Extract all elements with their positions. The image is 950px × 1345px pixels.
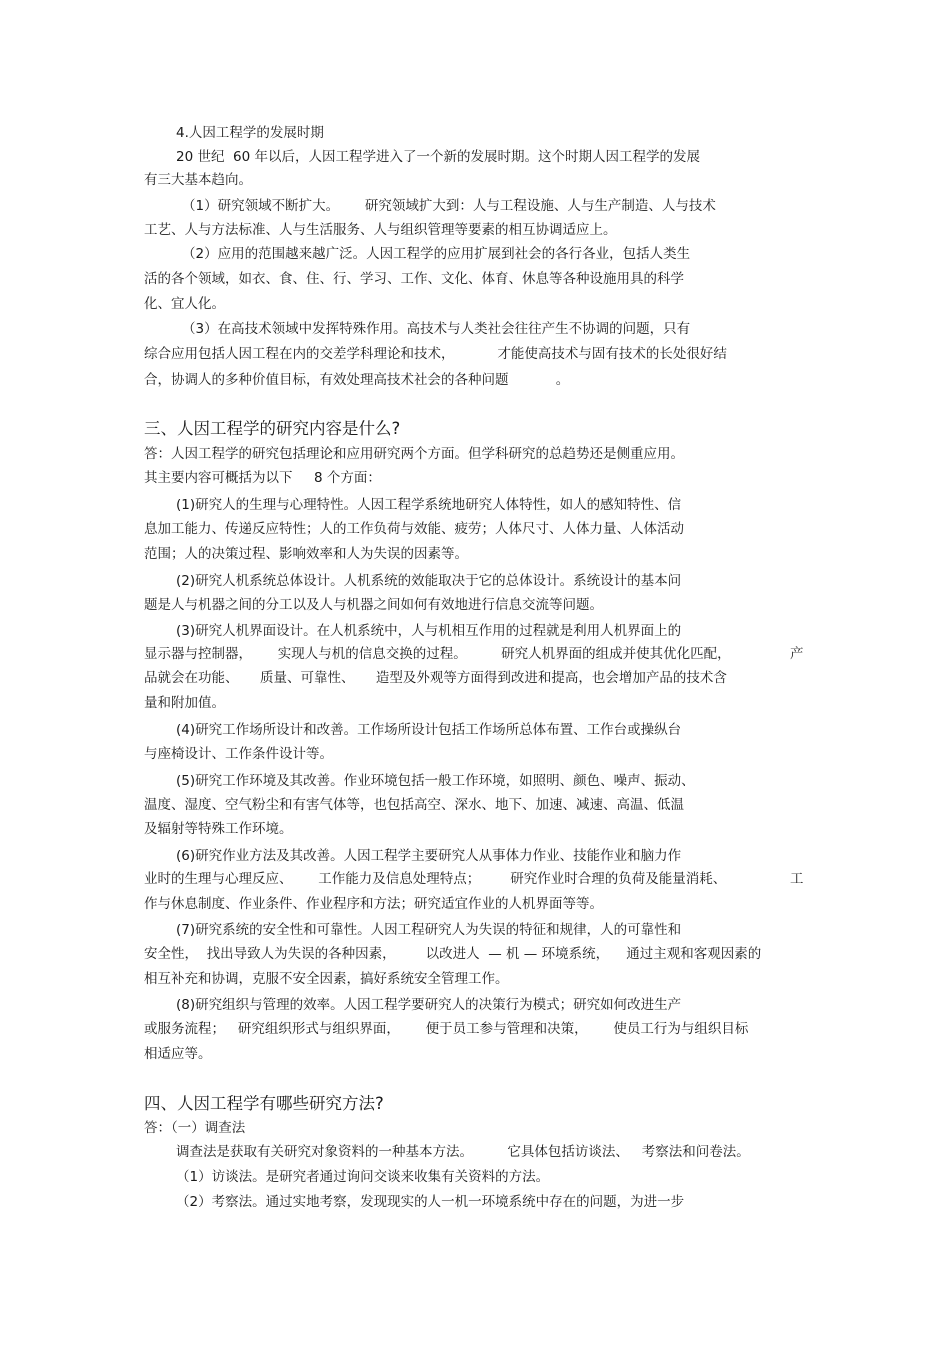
section-heading: 四、人因工程学有哪些研究方法?	[144, 1094, 384, 1113]
paragraph-line: 化、宜人化。	[144, 296, 225, 312]
paragraph-line: 有三大基本趋向。	[144, 172, 252, 188]
paragraph-line: 调查法是获取有关研究对象资料的一种基本方法。 它具体包括访谈法、 考察法和问卷法。	[176, 1144, 750, 1160]
paragraph-line: 业时的生理与心理反应、 工作能力及信息处理特点； 研究作业时合理的负荷及能量消耗、	[144, 871, 727, 887]
paragraph-line: （3）在高技术领域中发挥特殊作用。高技术与人类社会往往产生不协调的问题，只有	[182, 321, 691, 337]
paragraph-line: 显示器与控制器， 实现人与机的信息交换的过程。 研究人机界面的组成并使其优化匹配，	[144, 646, 731, 662]
paragraph-line: 工艺、人与方法标准、人与生活服务、人与组织管理等要素的相互协调适应上。	[144, 222, 617, 238]
paragraph-line: 题是人与机器之间的分工以及人与机器之间如何有效地进行信息交流等问题。	[144, 597, 603, 613]
paragraph-line-tail: 产	[790, 646, 804, 662]
section-heading: 三、人因工程学的研究内容是什么?	[144, 419, 401, 438]
paragraph-line: 息加工能力、传递反应特性；人的工作负荷与效能、疲劳；人体尺寸、人体力量、人体活动	[144, 521, 684, 537]
paragraph-line: 答：（一）调查法	[144, 1120, 246, 1136]
paragraph-line: (6)研究作业方法及其改善。人因工程学主要研究人从事体力作业、技能作业和脑力作	[176, 848, 682, 864]
paragraph-line: 20 世纪 60 年以后，人因工程学进入了一个新的发展时期。这个时期人因工程学的发展	[176, 149, 701, 165]
paragraph-line: 综合应用包括人因工程在内的交差学科理论和技术， 才能使高技术与固有技术的长处很好结	[144, 346, 727, 362]
paragraph-line: 相适应等。	[144, 1046, 212, 1062]
paragraph-line: （2）应用的范围越来越广泛。人因工程学的应用扩展到社会的各行各业，包括人类生	[182, 246, 691, 262]
paragraph-line-tail: 工	[790, 871, 804, 887]
paragraph-line: 相互补充和协调，克服不安全因素，搞好系统安全管理工作。	[144, 971, 509, 987]
paragraph-line: 其主要内容可概括为以下 8 个方面：	[144, 470, 381, 486]
paragraph-line: (5)研究工作环境及其改善。作业环境包括一般工作环境，如照明、颜色、噪声、振动、	[176, 773, 695, 789]
paragraph-line: （1）访谈法。是研究者通过询问交谈来收集有关资料的方法。	[176, 1169, 550, 1185]
paragraph-line: 活的各个领域，如衣、食、住、行、学习、工作、文化、体育、休息等各种设施用具的科学	[144, 271, 684, 287]
paragraph-line: （1）研究领域不断扩大。 研究领域扩大到：人与工程设施、人与生产制造、人与技术	[182, 198, 716, 214]
paragraph-line: 安全性， 找出导致人为失误的各种因素， 以改进人 — 机 — 环境系统， 通过主观和客观因素的	[144, 946, 762, 962]
paragraph-line: 答：人因工程学的研究包括理论和应用研究两个方面。但学科研究的总趋势还是侧重应用。	[144, 446, 684, 462]
paragraph-line: 合，协调人的多种价值目标，有效处理高技术社会的各种问题 。	[144, 372, 570, 388]
paragraph-line: 范围；人的决策过程、影响效率和人为失误的因素等。	[144, 546, 468, 562]
subsection-title: 4.人因工程学的发展时期	[176, 125, 324, 141]
paragraph-line: 作与休息制度、作业条件、作业程序和方法；研究适宜作业的人机界面等等。	[144, 896, 603, 912]
paragraph-line: (8)研究组织与管理的效率。人因工程学要研究人的决策行为模式；研究如何改进生产	[176, 997, 682, 1013]
paragraph-line: 量和附加值。	[144, 695, 225, 711]
paragraph-line: (3)研究人机界面设计。在人机系统中，人与机相互作用的过程就是利用人机界面上的	[176, 623, 682, 639]
paragraph-line: (2)研究人机系统总体设计。人机系统的效能取决于它的总体设计。系统设计的基本问	[176, 573, 682, 589]
paragraph-line: (7)研究系统的安全性和可靠性。人因工程研究人为失误的特征和规律，人的可靠性和	[176, 922, 682, 938]
paragraph-line: （2）考察法。通过实地考察，发现现实的人一机一环境系统中存在的问题，为进一步	[176, 1194, 685, 1210]
paragraph-line: 及辐射等特殊工作环境。	[144, 821, 293, 837]
paragraph-line: 或服务流程； 研究组织形式与组织界面， 便于员工参与管理和决策， 使员工行为与组织目标	[144, 1021, 749, 1037]
paragraph-line: (1)研究人的生理与心理特性。人因工程学系统地研究人体特性，如人的感知特性、信	[176, 497, 682, 513]
paragraph-line: 与座椅设计、工作条件设计等。	[144, 746, 333, 762]
paragraph-line: 品就会在功能、 质量、可靠性、 造型及外观等方面得到改进和提高，也会增加产品的技术含	[144, 670, 727, 686]
paragraph-line: (4)研究工作场所设计和改善。工作场所设计包括工作场所总体布置、工作台或操纵台	[176, 722, 682, 738]
paragraph-line: 温度、湿度、空气粉尘和有害气体等，也包括高空、深水、地下、加速、减速、高温、低温	[144, 797, 684, 813]
